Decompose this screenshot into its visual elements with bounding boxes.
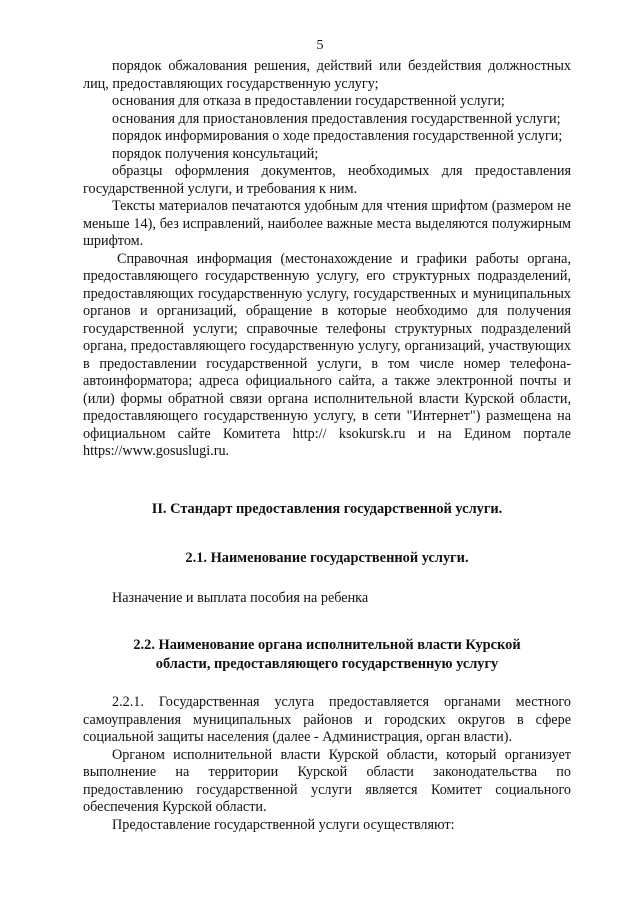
texts-font-paragraph: Тексты материалов печатаются удобным для чтения шрифтом (размером не меньше 14), без исправлений, наиболее важные места выделяются полужирным шрифтом. xyxy=(83,198,571,249)
list-item-progress-information: порядок информирования о ходе предоставления государственной услуги; xyxy=(112,128,563,144)
service-providers-paragraph: Предоставление государственной услуги осуществляют: xyxy=(112,816,455,833)
subsection-2-1-heading: 2.1. Наименование государственной услуги. xyxy=(185,549,469,566)
list-item-refusal-grounds: основания для отказа в предоставлении государственной услуги; xyxy=(112,93,505,109)
spacer xyxy=(83,461,571,500)
section-heading: II. Стандарт предоставления государственной услуги. xyxy=(151,500,503,517)
list-item-document-samples: образцы оформления документов, необходимых для предоставления государственной услуги, и требования к ним. xyxy=(83,163,571,197)
spacer xyxy=(83,607,571,636)
executive-organ-paragraph: Органом исполнительной власти Курской области, который организует выполнение на территории Курской области законодательства по предоставлению государственной услуги является Комитет социального обеспечения Курской области. xyxy=(83,746,571,815)
subsection-2-2-heading-line1: 2.2. Наименование органа исполнительной власти Курской xyxy=(133,637,521,653)
list-item-appeal-procedure: порядок обжалования решения, действий или бездействия должностных лиц, предоставляющих государственную услугу; xyxy=(83,58,571,92)
list-item-suspension-grounds: основания для приостановления предоставления государственной услуги; xyxy=(112,110,561,127)
reference-information-paragraph: Справочная информация (местонахождение и графики работы органа, предоставляющего государственную услугу, его структурных подразделений, предоставляющих государственную услугу, государственных и муниципальных органов и организаций, обращение в которые необходимо для получения государственной услуги; справочные телефоны структурных подразделений органа, предоставляющего государственную услугу, организаций, участвующих в предоставлении государственной услуги, в том числе номер телефона-автоинформатора; адреса официального сайта, а также электронной почты и (или) формы обратной связи органа исполнительной власти Курской области, предоставляющего государственную услугу, в сети "Интернет") размещена на официальном сайте Комитета http:// ksokursk.ru и на Едином портале https://www.gosuslugi.ru. xyxy=(83,250,571,459)
subsection-2-2-heading xyxy=(83,636,571,674)
page-number: 5 xyxy=(316,38,324,53)
spacer xyxy=(83,674,571,694)
service-name: Назначение и выплата пособия на ребенка xyxy=(112,589,369,606)
paragraph-2-2-1: 2.2.1. Государственная услуга предоставляется органами местного самоуправления муниципальных районов и городских округов в сфере социальной защиты населения (далее - Администрация, орган власти). xyxy=(83,694,571,745)
list-item-consultations: порядок получения консультаций; xyxy=(112,145,319,162)
spacer xyxy=(83,568,571,590)
document-body xyxy=(83,58,571,834)
subsection-2-2-heading-line2: области, предоставляющего государственную услугу xyxy=(155,656,499,672)
spacer xyxy=(83,519,571,549)
